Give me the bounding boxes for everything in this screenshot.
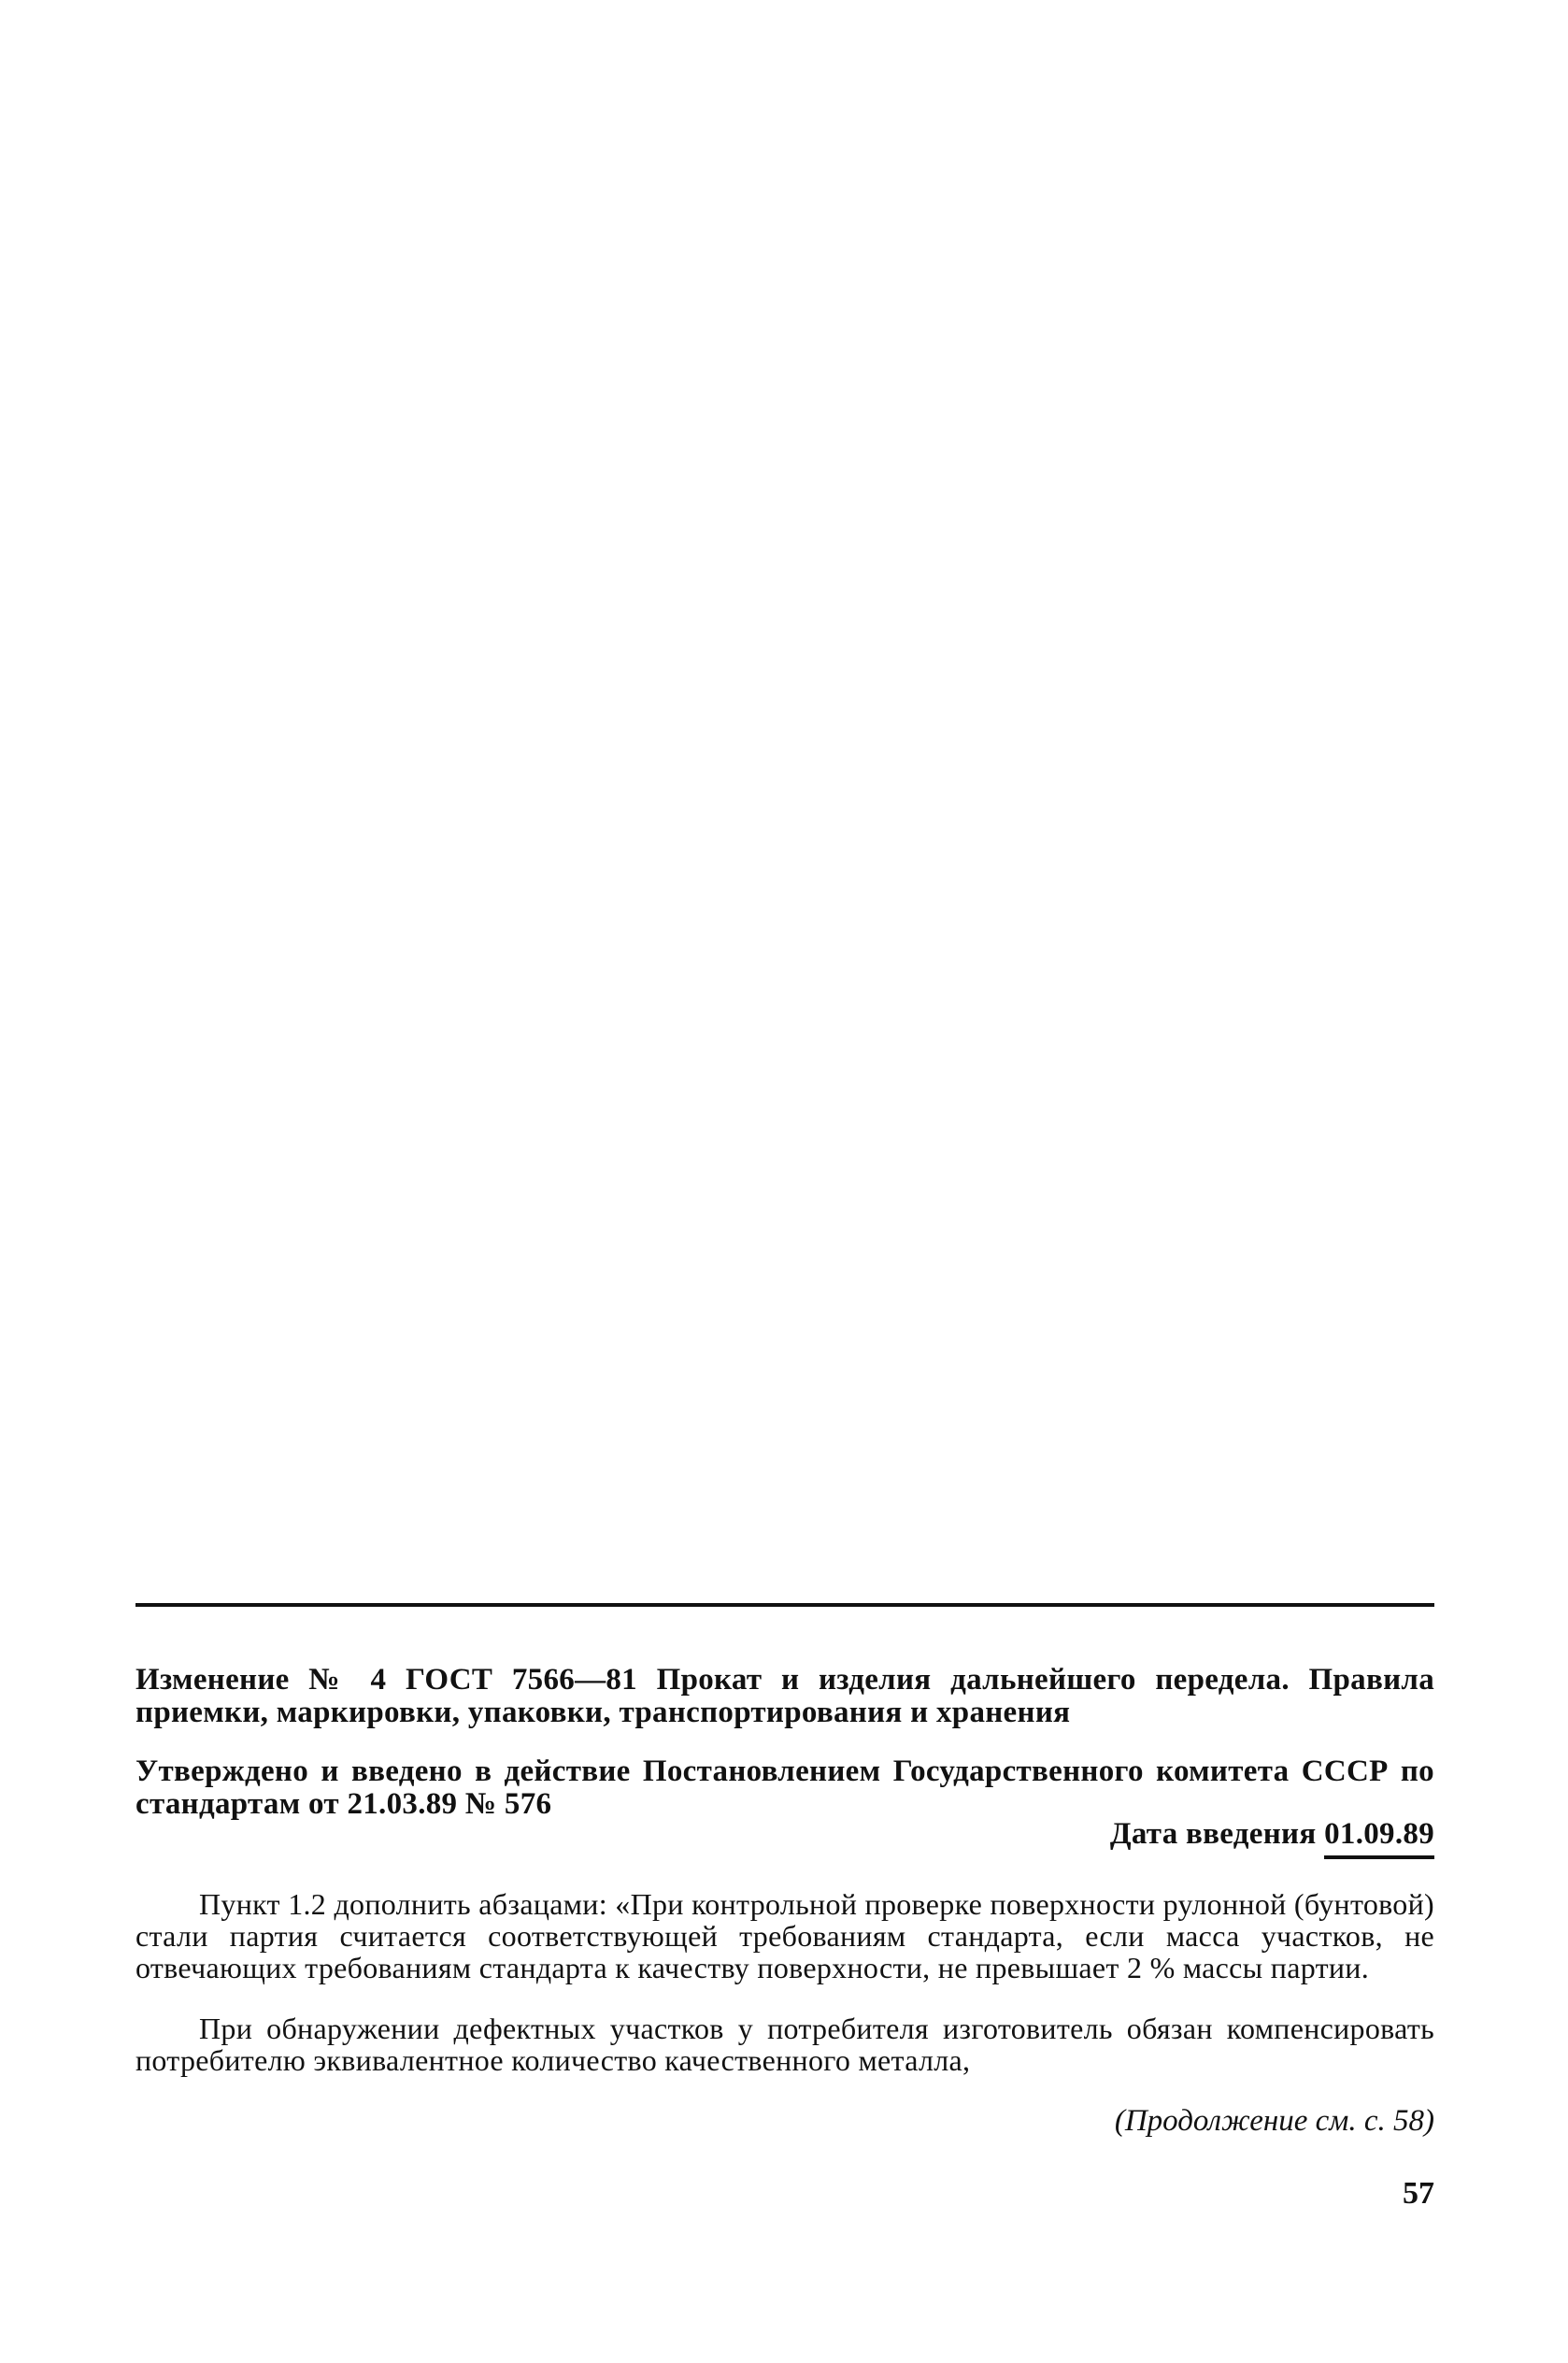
- page-number: 57: [1403, 2176, 1434, 2211]
- paragraph-2-text: При обнаружении дефектных участков у потребителя изготовитель обязан компенсировать потребителю эквивалентное количество качественного металла,: [135, 2012, 1434, 2077]
- effective-date-label: Дата введения: [1109, 1817, 1317, 1851]
- amendment-heading: Изменение № 4 ГОСТ 7566—81 Прокат и изделия дальнейшего передела. Правила приемки, маркировки, упаковки, транспортирования и хранения: [135, 1663, 1434, 1729]
- effective-date-value: 01.09.89: [1324, 1816, 1434, 1859]
- top-divider-rule: [135, 1603, 1434, 1607]
- effective-date-line: [1110, 1816, 1434, 1859]
- approval-statement: Утверждено и введено в действие Постановлением Государственного комитета СССР по стандартам от 21.03.89 № 576: [135, 1754, 1434, 1821]
- body-paragraph-2: [135, 2012, 1434, 2076]
- continuation-note: (Продолжение см. с. 58): [1114, 2104, 1434, 2138]
- body-paragraph-1: [135, 1888, 1434, 1983]
- paragraph-1-text: Пункт 1.2 дополнить абзацами: «При контрольной проверке поверхности рулонной (бунтовой) стали партия считается соответствующей требованиям стандарта, если масса участков, не отвечающих требованиям стандарта к качеству поверхности, не превышает 2 % массы партии.: [135, 1887, 1434, 1984]
